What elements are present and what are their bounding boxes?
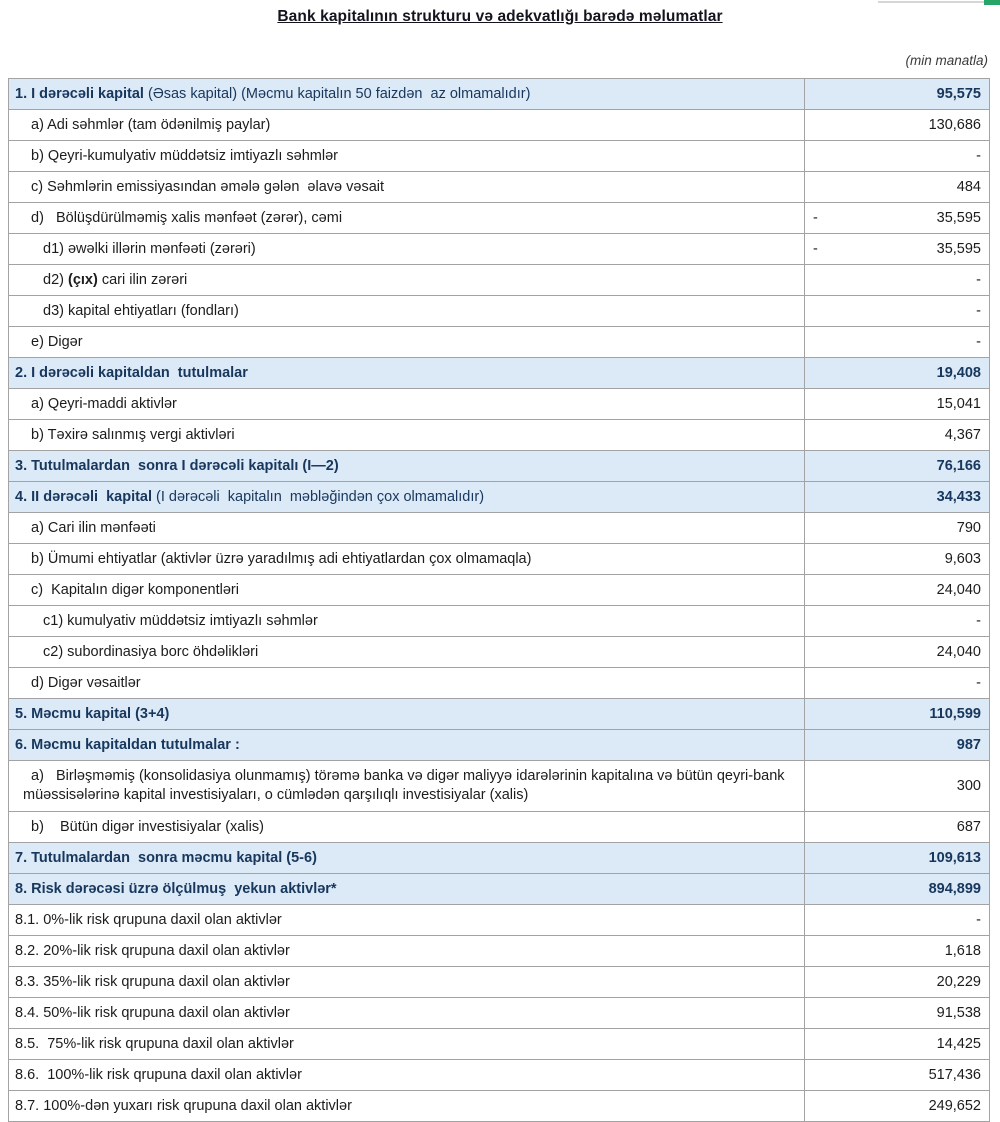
table-row — [9, 202, 989, 233]
table-row — [9, 667, 989, 698]
row-value: 300 — [804, 761, 989, 811]
table-row — [9, 264, 989, 295]
table-row — [9, 1028, 989, 1059]
row-label: 6. Məcmu kapitaldan tutulmalar : — [15, 736, 240, 753]
window-edge-line — [878, 1, 1000, 3]
table-row — [9, 842, 989, 873]
row-value: - 35,595 — [804, 203, 989, 233]
row-value: 24,040 — [804, 575, 989, 605]
row-label: 8.1. 0%-lik risk qrupuna daxil olan aktivlər — [15, 911, 282, 928]
table-row — [9, 357, 989, 388]
unit-note: (min manatla) — [905, 53, 988, 68]
row-value: - — [804, 296, 989, 326]
table-row — [9, 295, 989, 326]
row-value: 34,433 — [804, 482, 989, 512]
table-row — [9, 481, 989, 512]
row-value: 14,425 — [804, 1029, 989, 1059]
row-label: 1. I dərəcəli kapital (Əsas kapital) (Məcmu kapitalın 50 faizdən az olmamalıdır) — [15, 85, 531, 102]
table-row — [9, 997, 989, 1028]
row-label: b) Qeyri-kumulyativ müddətsiz imtiyazlı səhmlər — [31, 147, 338, 164]
row-label: c) Səhmlərin emissiyasından əmələ gələn əlavə vəsait — [31, 178, 385, 195]
row-value: 95,575 — [804, 79, 989, 109]
row-label: 8.2. 20%-lik risk qrupuna daxil olan aktivlər — [15, 942, 290, 959]
row-value: 130,686 — [804, 110, 989, 140]
table-row — [9, 1059, 989, 1090]
row-value: - — [804, 606, 989, 636]
table-row — [9, 698, 989, 729]
row-value: 9,603 — [804, 544, 989, 574]
row-value: 20,229 — [804, 967, 989, 997]
row-label: 4. II dərəcəli kapital (I dərəcəli kapitalın məbləğindən çox olmamalıdır) — [15, 488, 485, 505]
row-label: 8.3. 35%-lik risk qrupuna daxil olan aktivlər — [15, 973, 290, 990]
table-row — [9, 636, 989, 667]
row-label: 2. I dərəcəli kapitaldan tutulmalar — [15, 364, 248, 381]
row-value: 894,899 — [804, 874, 989, 904]
row-label: a) Qeyri-maddi aktivlər — [31, 395, 177, 412]
row-value: 790 — [804, 513, 989, 543]
row-label: c2) subordinasiya borc öhdəlikləri — [43, 643, 259, 660]
table-row — [9, 450, 989, 481]
table-row — [9, 605, 989, 636]
table-row — [9, 729, 989, 760]
row-label: 5. Məcmu kapital (3+4) — [15, 705, 170, 722]
row-value: 249,652 — [804, 1091, 989, 1121]
row-value: 517,436 — [804, 1060, 989, 1090]
negative-sign: - — [813, 241, 818, 257]
row-label: d) Bölüşdürülməmiş xalis mənfəət (zərər), cəmi — [31, 209, 343, 226]
row-label: b) Ümumi ehtiyatlar (aktivlər üzrə yaradılmış adi ehtiyatlardan çox olmamaqla) — [31, 550, 532, 567]
row-label: b) Təxirə salınmış vergi aktivləri — [31, 426, 235, 443]
row-value: - — [804, 905, 989, 935]
row-value: - — [804, 141, 989, 171]
row-value: 109,613 — [804, 843, 989, 873]
row-value: 4,367 — [804, 420, 989, 450]
row-value: 76,166 — [804, 451, 989, 481]
row-value: 19,408 — [804, 358, 989, 388]
row-value: 687 — [804, 812, 989, 842]
row-label: 7. Tutulmalardan sonra məcmu kapital (5-6) — [15, 849, 317, 866]
row-value: - — [804, 265, 989, 295]
table-row — [9, 811, 989, 842]
row-label: 8.5. 75%-lik risk qrupuna daxil olan aktivlər — [15, 1035, 294, 1052]
row-label: a) Adi səhmlər (tam ödənilmiş paylar) — [31, 116, 271, 133]
row-label: a) Birləşməmiş (konsolidasiya olunmamış) törəmə banka və digər maliyyə idarələrinin kapitalına və bütün qeyri-bank müəssisələrinə kapital investisiyaları, o cümlədən qarşılıqlı investisiyalar (xalis) — [23, 768, 789, 803]
table-row — [9, 419, 989, 450]
row-value: 1,618 — [804, 936, 989, 966]
row-label: 8.7. 100%-dən yuxarı risk qrupuna daxil olan aktivlər — [15, 1097, 352, 1114]
row-label: d2) (çıx) cari ilin zərəri — [43, 271, 188, 288]
table-row — [9, 79, 989, 109]
table-row — [9, 966, 989, 997]
row-value: - 35,595 — [804, 234, 989, 264]
table-row — [9, 760, 989, 811]
row-label: 8. Risk dərəcəsi üzrə ölçülmuş yekun aktivlər* — [15, 880, 337, 897]
table-row — [9, 543, 989, 574]
row-value: - — [804, 327, 989, 357]
table-row — [9, 873, 989, 904]
table-row — [9, 388, 989, 419]
row-label: c) Kapitalın digər komponentləri — [31, 581, 239, 598]
row-label: 3. Tutulmalardan sonra I dərəcəli kapitalı (I—2) — [15, 457, 339, 474]
table-row — [9, 935, 989, 966]
row-label: 8.6. 100%-lik risk qrupuna daxil olan aktivlər — [15, 1066, 302, 1083]
row-value: - — [804, 668, 989, 698]
row-label: d3) kapital ehtiyatları (fondları) — [43, 302, 239, 319]
row-label: b) Bütün digər investisiyalar (xalis) — [31, 818, 264, 835]
row-value: 484 — [804, 172, 989, 202]
row-value: 24,040 — [804, 637, 989, 667]
table-row — [9, 233, 989, 264]
table-row — [9, 904, 989, 935]
row-label: c1) kumulyativ müddətsiz imtiyazlı səhmlər — [43, 612, 318, 629]
table-row — [9, 512, 989, 543]
table-row — [9, 109, 989, 140]
row-label: a) Cari ilin mənfəəti — [31, 519, 156, 536]
row-label: d1) əwəlki illərin mənfəəti (zərəri) — [43, 240, 256, 257]
row-value: 110,599 — [804, 699, 989, 729]
page-title: Bank kapitalının strukturu və adekvatlığı barədə məlumatlar — [277, 8, 723, 25]
negative-sign: - — [813, 210, 818, 226]
row-value: 15,041 — [804, 389, 989, 419]
row-value: 91,538 — [804, 998, 989, 1028]
row-label: e) Digər — [31, 333, 83, 350]
table-row — [9, 574, 989, 605]
table-row — [9, 140, 989, 171]
table-row — [9, 171, 989, 202]
row-label: d) Digər vəsaitlər — [31, 674, 141, 691]
table-row — [9, 326, 989, 357]
row-value: 987 — [804, 730, 989, 760]
window-corner-accent — [984, 0, 1000, 5]
row-label: 8.4. 50%-lik risk qrupuna daxil olan aktivlər — [15, 1004, 290, 1021]
capital-table — [8, 78, 990, 1122]
